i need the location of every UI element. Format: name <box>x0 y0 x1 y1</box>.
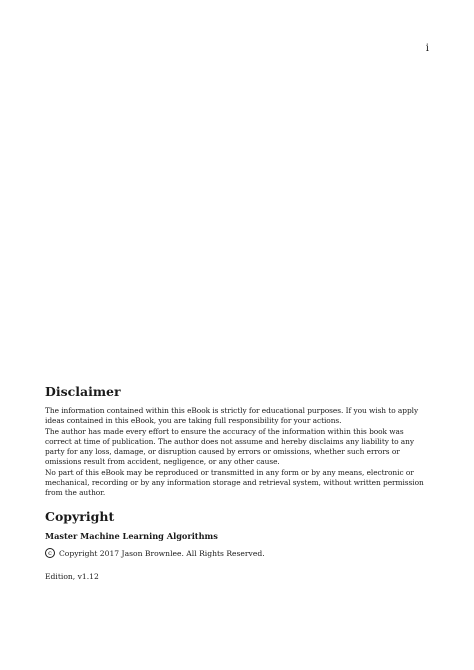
disclaimer-paragraph: No part of this eBook may be reproduced or transmitted in any form or by any means, electronic or mechanical, recording or by any information storage and retrieval system, without written permission from the author. <box>45 467 424 498</box>
page-number: i <box>425 43 429 54</box>
disclaimer-text <box>45 406 431 499</box>
disclaimer-paragraph: The information contained within this eBook is strictly for educational purposes. If you wish to apply ideas contained in this eBook, you are taking full responsibility for your actions. <box>45 406 419 426</box>
disclaimer-heading: Disclaimer <box>45 384 121 399</box>
copyright-notice-text: Copyright 2017 Jason Brownlee. All Rights Reserved. <box>59 548 265 558</box>
disclaimer-paragraph: The author has made every effort to ensure the accuracy of the information within this book was correct at time of publication. The author does not assume and hereby disclaims any liability to any party for any loss, damage, or disruption caused by errors or omissions, whether such errors or omissions result from accident, negligence, or any other cause. <box>45 426 415 467</box>
book-title: Master Machine Learning Algorithms <box>45 530 218 541</box>
edition: Edition, v1.12 <box>45 571 99 581</box>
copyright-notice <box>45 548 431 559</box>
copyright-heading: Copyright <box>45 508 115 524</box>
copyright-icon: c <box>45 548 55 558</box>
front-matter <box>45 384 431 582</box>
